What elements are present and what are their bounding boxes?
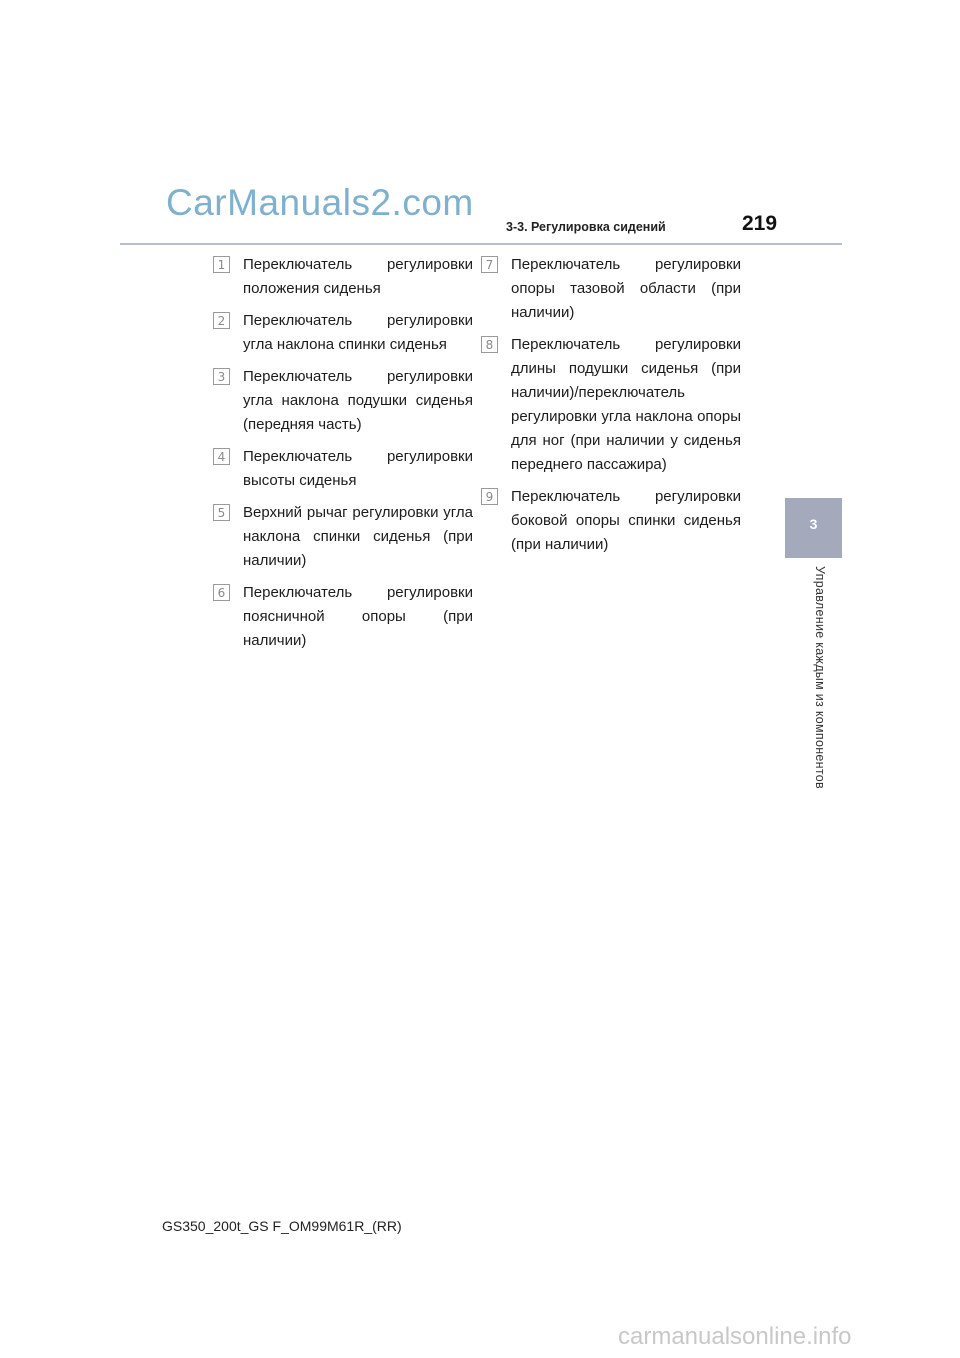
item-text: Переключатель регулировки угла наклона спинки сиденья (243, 312, 473, 353)
item-text: Переключатель регулировки положения сиденья (243, 256, 473, 297)
page-number: 219 (742, 212, 778, 235)
list-item (213, 365, 513, 437)
right-item-list (481, 253, 781, 565)
item-number-marker: 2 (213, 312, 230, 329)
watermark-bottom: carmanualsonline.info (618, 1323, 852, 1350)
item-number-marker: 1 (213, 256, 230, 273)
list-item (481, 485, 781, 557)
list-item (213, 445, 513, 493)
list-item (481, 333, 781, 477)
list-item (213, 581, 513, 653)
document-code-footer: GS350_200t_GS F_OM99M61R_(RR) (162, 1218, 402, 1234)
item-text: Переключатель регулировки опоры тазовой области (при наличии) (511, 256, 741, 321)
item-text: Верхний рычаг регулировки угла наклона спинки сиденья (при наличии) (243, 504, 473, 569)
chapter-label: Управление каждым из компонентов (813, 566, 827, 789)
item-text: Переключатель регулировки высоты сиденья (243, 448, 473, 489)
item-text: Переключатель регулировки поясничной опоры (при наличии) (243, 584, 473, 649)
item-number-marker: 5 (213, 504, 230, 521)
list-item (213, 501, 513, 573)
item-number-marker: 8 (481, 336, 498, 353)
item-text: Переключатель регулировки угла наклона подушки сиденья (передняя часть) (243, 368, 473, 433)
chapter-tab (785, 498, 842, 558)
list-item (481, 253, 781, 325)
header-divider (120, 243, 842, 245)
chapter-number: 3 (809, 516, 818, 532)
item-number-marker: 4 (213, 448, 230, 465)
item-text: Переключатель регулировки длины подушки сиденья (при наличии)/переключатель регулировки угла наклона опоры для ног (при наличии у сиденья переднего пассажира) (511, 336, 741, 473)
item-number-marker: 6 (213, 584, 230, 601)
item-text: Переключатель регулировки боковой опоры спинки сиденья (при наличии) (511, 488, 741, 553)
item-number-marker: 3 (213, 368, 230, 385)
watermark-logo-top: CarManuals2.com (166, 182, 474, 223)
left-item-list (213, 253, 513, 661)
item-number-marker: 9 (481, 488, 498, 505)
list-item (213, 309, 513, 357)
item-number-marker: 7 (481, 256, 498, 273)
list-item (213, 253, 513, 301)
section-title: 3-3. Регулировка сидений (506, 220, 666, 234)
